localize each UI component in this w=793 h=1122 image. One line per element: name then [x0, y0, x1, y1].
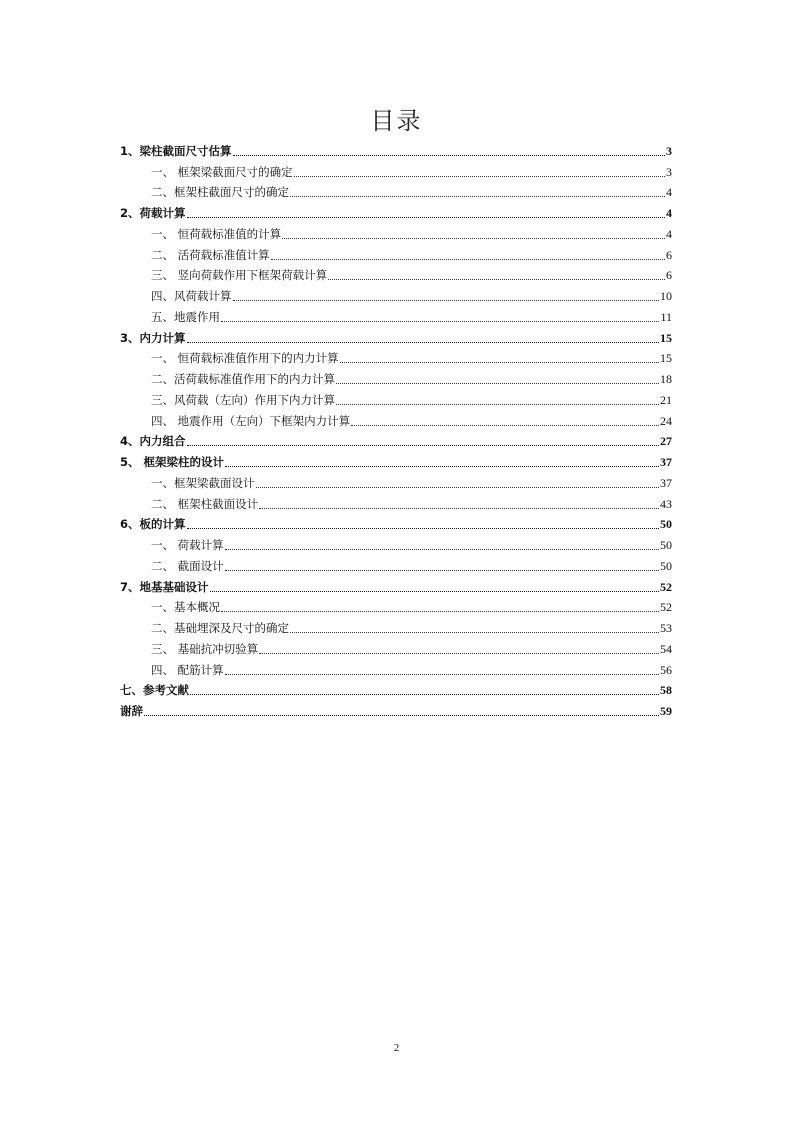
- dot-leader: [144, 715, 659, 716]
- toc-entry-label: 二、 活荷载标准值计算: [151, 247, 270, 262]
- toc-entry-label: 一、 框架梁截面尺寸的确定: [151, 164, 293, 179]
- toc-entry-page: 59: [660, 704, 672, 718]
- toc-entry-section[interactable]: [120, 532, 672, 553]
- dot-leader: [328, 279, 665, 280]
- dot-leader: [225, 674, 659, 675]
- dot-leader: [187, 217, 665, 218]
- toc-entry-label: 一、 恒荷载标准值作用下的内力计算: [151, 351, 339, 366]
- toc-entry-page: 50: [660, 558, 672, 573]
- toc-entry-label: 2、荷载计算: [120, 206, 186, 220]
- dot-leader: [187, 528, 659, 529]
- toc-entry-page: 11: [660, 309, 672, 324]
- dot-leader: [259, 508, 659, 509]
- toc-entry-page: 3: [666, 143, 672, 158]
- toc-entry-section[interactable]: [120, 221, 672, 242]
- toc-entry-label: 一、 恒荷载标准值的计算: [151, 226, 282, 241]
- toc-entry-label: 一、基本概况: [151, 600, 220, 615]
- toc-entry-section[interactable]: [120, 615, 672, 636]
- toc-entry-section[interactable]: [120, 304, 672, 325]
- toc-entry-page: 24: [660, 413, 672, 428]
- toc-entry-chapter[interactable]: [120, 574, 672, 595]
- dot-leader: [290, 632, 659, 633]
- toc-entry-label: 一、框架梁截面设计: [151, 475, 255, 490]
- dot-leader: [221, 321, 659, 322]
- toc-entry-section[interactable]: [120, 470, 672, 491]
- toc-entry-label: 三、风荷载（左向）作用下内力计算: [151, 392, 335, 407]
- toc-entry-page: 4: [666, 185, 672, 200]
- dot-leader: [225, 570, 659, 571]
- toc-entry-label: 二、活荷载标准值作用下的内力计算: [151, 372, 335, 386]
- toc-entry-page: 50: [660, 517, 672, 532]
- toc-entry-section[interactable]: [120, 387, 672, 408]
- toc-entry-chapter[interactable]: [120, 678, 672, 699]
- toc-entry-page: 52: [660, 579, 672, 594]
- toc-entry-page: 50: [660, 538, 672, 552]
- toc-entry-section[interactable]: [120, 242, 672, 263]
- page-number: 2: [393, 1042, 400, 1054]
- toc-entry-section[interactable]: [120, 491, 672, 512]
- toc-entry-label: 四、风荷载计算: [151, 289, 232, 303]
- dot-leader: [290, 196, 665, 197]
- toc-entry-page: 10: [660, 289, 672, 303]
- toc-entry-page: 53: [660, 621, 672, 635]
- dot-leader: [225, 466, 659, 467]
- toc-entry-section[interactable]: [120, 657, 672, 678]
- toc-entry-section[interactable]: [120, 180, 672, 201]
- dot-leader: [336, 383, 659, 384]
- toc-entry-label: 二、基础埋深及尺寸的确定: [151, 621, 289, 635]
- toc-entry-page: 56: [660, 662, 672, 677]
- dot-leader: [233, 155, 665, 156]
- toc-entry-page: 15: [660, 351, 672, 366]
- dot-leader: [340, 362, 659, 363]
- toc-entry-page: 15: [660, 330, 672, 345]
- toc-entry-page: 37: [660, 475, 672, 490]
- dot-leader: [336, 404, 659, 405]
- toc-entry-label: 一、 荷载计算: [151, 538, 224, 552]
- toc-entry-label: 二、 截面设计: [151, 558, 224, 573]
- toc-entry-section[interactable]: [120, 159, 672, 180]
- toc-entry-chapter[interactable]: [120, 512, 672, 533]
- toc-entry-section[interactable]: [120, 263, 672, 284]
- toc-entry-chapter[interactable]: [120, 138, 672, 159]
- toc-entry-section[interactable]: [120, 553, 672, 574]
- toc-entry-label: 7、地基基础设计: [120, 579, 209, 594]
- toc-entry-label: 6、板的计算: [120, 517, 186, 532]
- dot-leader: [271, 259, 665, 260]
- dot-leader: [225, 549, 659, 550]
- toc-entry-page: 58: [660, 683, 672, 698]
- toc-entry-label: 五、地震作用: [151, 309, 220, 324]
- toc-entry-section[interactable]: [120, 636, 672, 657]
- toc-entry-page: 4: [666, 226, 672, 241]
- toc-entry-label: 七、参考文献: [120, 683, 189, 698]
- dot-leader: [294, 176, 665, 177]
- toc-entry-section[interactable]: [120, 346, 672, 367]
- toc-entry-section[interactable]: [120, 366, 672, 387]
- toc-entry-page: 6: [666, 247, 672, 262]
- dot-leader: [282, 238, 665, 239]
- toc-entry-label: 4、内力组合: [120, 434, 186, 449]
- dot-leader: [187, 342, 659, 343]
- toc-entry-page: 18: [660, 372, 672, 386]
- toc-entry-page: 43: [660, 496, 672, 511]
- toc-entry-page: 54: [660, 641, 672, 656]
- toc-entry-label: 3、内力计算: [120, 330, 186, 345]
- toc-entry-label: 四、 配筋计算: [151, 662, 224, 677]
- dot-leader: [256, 487, 660, 488]
- toc-entry-label: 谢辞: [120, 704, 143, 718]
- toc-entry-label: 三、 竖向荷载作用下框架荷载计算: [151, 268, 328, 283]
- toc-entry-label: 四、 地震作用（左向）下框架内力计算: [151, 413, 351, 428]
- toc-entry-label: 5、 框架梁柱的设计: [120, 455, 225, 469]
- toc-entry-page: 3: [666, 164, 672, 179]
- toc-entry-page: 27: [660, 434, 672, 449]
- toc-entry-chapter[interactable]: [120, 449, 672, 470]
- toc-entry-section[interactable]: [120, 283, 672, 304]
- toc-entry-label: 三、 基础抗冲切验算: [151, 641, 259, 656]
- toc-entry-chapter[interactable]: [120, 325, 672, 346]
- toc-entry-page: 37: [660, 455, 672, 469]
- toc-entry-page: 52: [660, 600, 672, 615]
- toc-entry-chapter[interactable]: [120, 698, 672, 719]
- toc-entry-section[interactable]: [120, 595, 672, 616]
- toc-entry-chapter[interactable]: [120, 200, 672, 221]
- dot-leader: [187, 445, 659, 446]
- toc-entry-label: 1、梁柱截面尺寸估算: [120, 143, 232, 158]
- toc-entry-section[interactable]: [120, 408, 672, 429]
- table-of-contents: [120, 138, 672, 719]
- toc-entry-page: 21: [660, 392, 672, 407]
- dot-leader: [221, 611, 659, 612]
- dot-leader: [190, 694, 659, 695]
- dot-leader: [210, 591, 659, 592]
- dot-leader: [351, 425, 659, 426]
- toc-entry-label: 二、框架柱截面尺寸的确定: [151, 185, 289, 200]
- toc-entry-chapter[interactable]: [120, 429, 672, 450]
- dot-leader: [233, 300, 660, 301]
- toc-entry-label: 二、 框架柱截面设计: [151, 496, 259, 511]
- toc-entry-page: 6: [666, 268, 672, 283]
- toc-title: 目录: [370, 107, 423, 135]
- dot-leader: [259, 653, 659, 654]
- toc-entry-page: 4: [666, 206, 672, 220]
